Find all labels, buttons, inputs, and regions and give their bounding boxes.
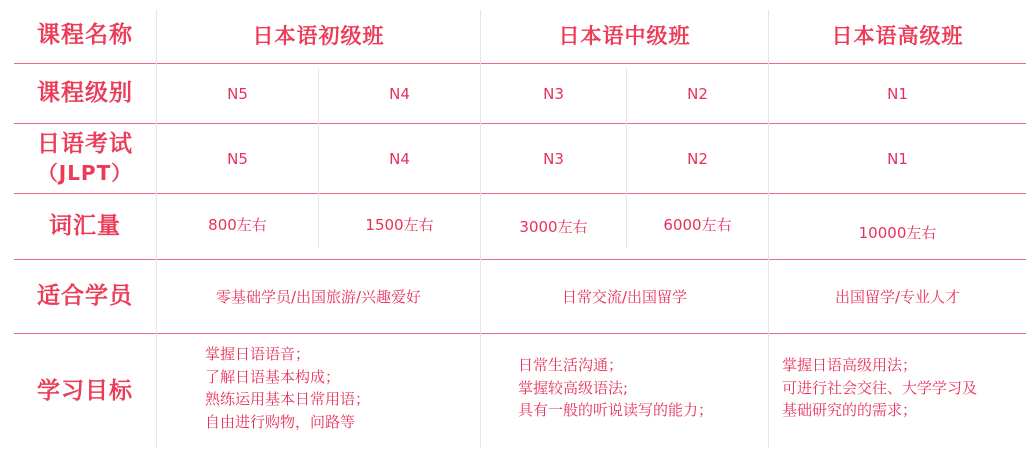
level-cell: N4 (389, 84, 410, 103)
goal-item: 掌握较高级语法; (518, 378, 629, 397)
exam-cell: N4 (389, 149, 410, 168)
header-beginner-class: 日本语初级班 (252, 24, 385, 48)
goals-list-intermediate (518, 354, 713, 422)
vocab-cell: 1500左右 (365, 215, 434, 234)
level-cell: N3 (543, 84, 564, 103)
goals-list-beginner (205, 343, 370, 433)
exam-cell: N1 (887, 149, 908, 168)
exam-cell: N5 (227, 149, 248, 168)
goal-item: 日常生活沟通； (518, 356, 624, 374)
header-intermediate-class: 日本语中级班 (558, 24, 691, 48)
level-cell: N2 (687, 84, 708, 103)
level-cell: N1 (887, 84, 908, 103)
audience-cell-advanced: 出国留学/专业人才 (834, 288, 961, 306)
exam-cell: N2 (687, 149, 708, 168)
goal-item: 自由进行购物，问路等 (205, 412, 356, 431)
level-cell: N5 (227, 84, 248, 103)
vocab-cell: 800左右 (208, 215, 267, 234)
goal-item: 熟练运用基本日常用语； (205, 390, 371, 408)
header-course-name: 课程名称 (37, 21, 133, 48)
vocab-cell: 3000左右 (519, 217, 588, 236)
row-label-jlpt-exam (14, 124, 156, 193)
row-divider (14, 333, 1026, 334)
audience-cell-beginner: 零基础学员/出国旅游/兴趣爱好 (215, 288, 422, 306)
goal-item: 掌握日语高级用法； (782, 356, 918, 374)
goals-list-advanced (782, 354, 977, 422)
goal-item: 了解日语基本构成； (205, 367, 341, 386)
row-label-jlpt-line2: （JLPT） (37, 160, 133, 185)
row-label-target-students: 适合学员 (37, 283, 133, 309)
goal-item: 基础研究的的需求； (782, 401, 918, 419)
row-label-jlpt-line1: 日语考试 (37, 130, 133, 157)
exam-cell: N3 (543, 149, 564, 168)
goal-item: 掌握日语语音； (205, 345, 311, 363)
vocab-cell: 10000左右 (858, 223, 937, 242)
header-advanced-class: 日本语高级班 (831, 24, 964, 48)
vocab-cell: 6000左右 (663, 215, 732, 234)
row-label-learning-goals: 学习目标 (37, 377, 133, 404)
audience-cell-intermediate: 日常交流/出国留学 (561, 288, 688, 306)
goal-item: 可进行社会交往、大学学习及 (782, 378, 978, 397)
row-label-vocabulary: 词汇量 (49, 213, 121, 239)
row-label-course-level: 课程级别 (37, 80, 133, 106)
goal-item: 具有一般的听说读写的能力； (518, 401, 714, 419)
